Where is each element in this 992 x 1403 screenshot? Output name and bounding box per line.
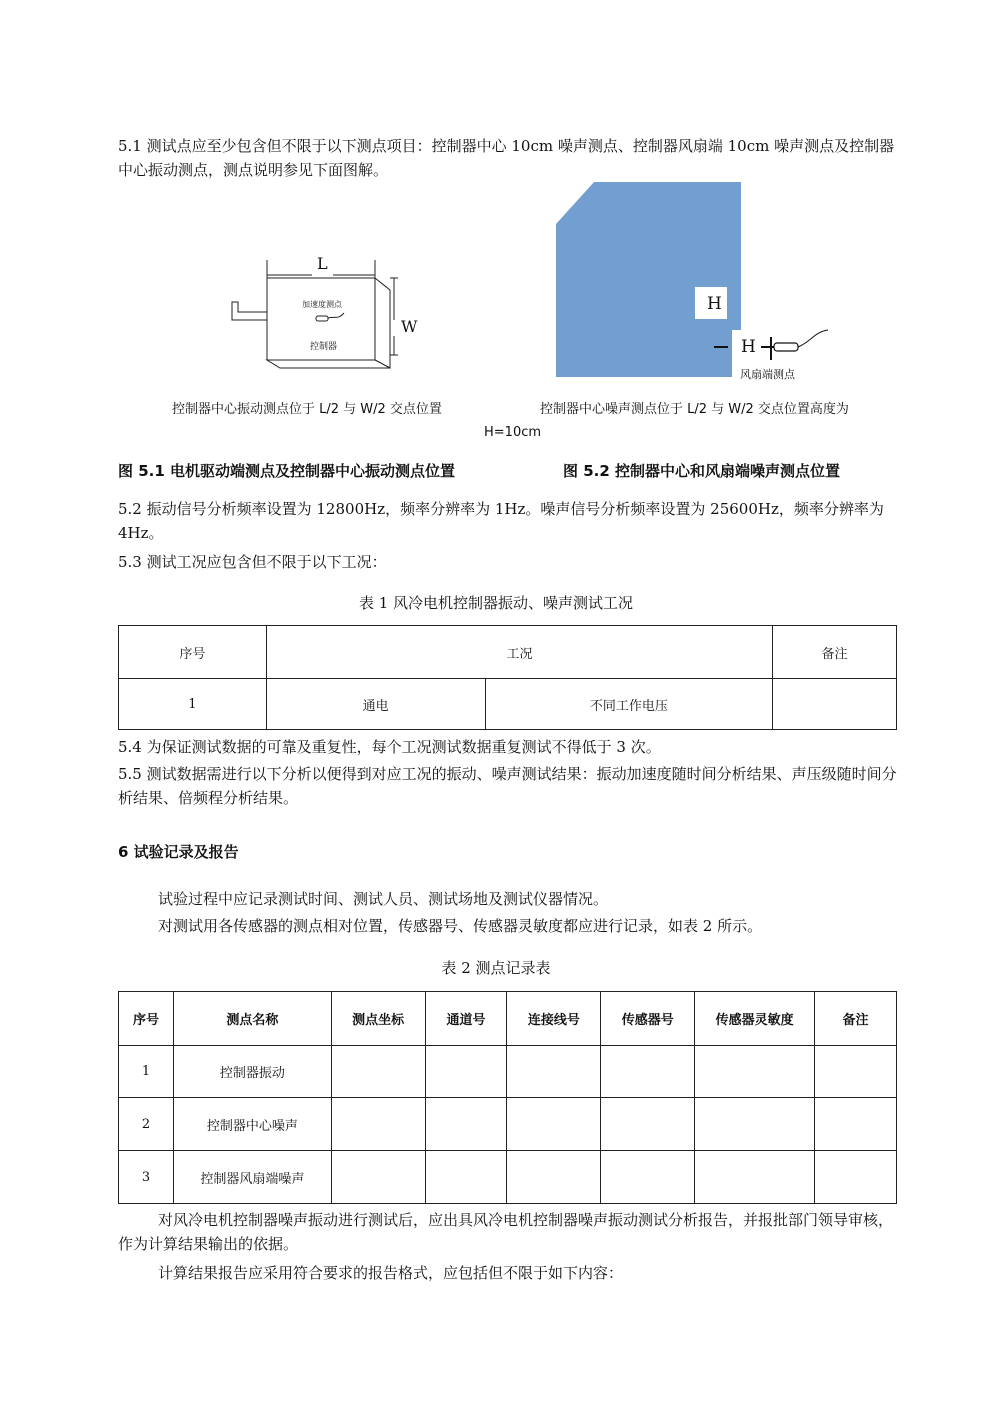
table-cell [507, 1098, 601, 1151]
table-row [119, 1151, 897, 1204]
table-2-header: 传感器号 [601, 992, 695, 1046]
table-cell [331, 1151, 425, 1204]
table-cell [815, 1151, 897, 1204]
table-cell: 控制器振动 [173, 1046, 331, 1098]
section-6-heading: 6 试验记录及报告 [118, 843, 239, 861]
section-6-paragraph-1: 试验过程中应记录测试时间、测试人员、测试场地及测试仪器情况。 [158, 890, 609, 908]
table-cell [601, 1046, 695, 1098]
figure-5-2-caption-cont: H=10cm [484, 425, 542, 440]
table-2-header: 备注 [815, 992, 897, 1046]
table-row [119, 1098, 897, 1151]
table-2-header: 测点名称 [173, 992, 331, 1046]
controller-shape [556, 182, 741, 377]
table-cell [601, 1151, 695, 1204]
paragraph-5-1: 5.1 测试点应至少包含但不限于以下测点项目：控制器中心 10cm 噪声测点、控制器风扇端 10cm 噪声测点及控制器中心振动测点，测点说明参见下面图解。 [118, 137, 895, 179]
section-6-paragraph-3: 对风冷电机控制器噪声振动进行测试后，应出具风冷电机控制器噪声振动测试分析报告，并报批部门领导审核，作为计算结果输出的依据。 [118, 1211, 894, 1253]
section-6-paragraph-4: 计算结果报告应采用符合要求的报告格式，应包括但不限于如下内容： [158, 1264, 624, 1282]
table-2 [118, 991, 897, 1204]
table-cell: 通电 [266, 679, 485, 730]
table-2-title: 表 2 测点记录表 [441, 959, 551, 977]
height-label-bottom: H [741, 337, 756, 357]
table-2-header: 通道号 [425, 992, 507, 1046]
table-cell: 2 [119, 1098, 174, 1151]
accelerometer-point-label: 加速度测点 [302, 300, 342, 309]
paragraph-5-3: 5.3 测试工况应包含但不限于以下工况： [118, 553, 387, 571]
table-cell [425, 1098, 507, 1151]
paragraph-5-4: 5.4 为保证测试数据的可靠及重复性，每个工况测试数据重复测试不得低于 3 次。 [118, 738, 661, 756]
figure-5-2-caption: 控制器中心噪声测点位于 L/2 与 W/2 交点位置高度为 [540, 402, 849, 417]
figure-5-1-caption: 控制器中心振动测点位于 L/2 与 W/2 交点位置 [172, 402, 442, 417]
table-row [119, 1046, 897, 1098]
section-6-paragraph-2: 对测试用各传感器的测点相对位置，传感器号、传感器灵敏度都应进行记录，如表 2 所示。 [158, 917, 763, 935]
table-2-header: 序号 [119, 992, 174, 1046]
table-1-header-remark: 备注 [773, 626, 897, 679]
table-cell: 1 [119, 1046, 174, 1098]
table-cell: 1 [119, 679, 267, 730]
table-cell [331, 1098, 425, 1151]
table-2-header: 传感器灵敏度 [695, 992, 815, 1046]
table-cell [507, 1046, 601, 1098]
table-cell [695, 1046, 815, 1098]
table-cell [815, 1098, 897, 1151]
fan-end-point-label: 风扇端测点 [740, 368, 795, 381]
figure-5-2-title: 图 5.2 控制器中心和风扇端噪声测点位置 [563, 462, 841, 480]
figure-5-1-title: 图 5.1 电机驱动端测点及控制器中心振动测点位置 [118, 462, 456, 480]
table-cell [773, 679, 897, 730]
table-2-header: 连接线号 [507, 992, 601, 1046]
paragraph-5-5: 5.5 测试数据需进行以下分析以便得到对应工况的振动、噪声测试结果：振动加速度随时间分析结果、声压级随时间分析结果、倍频程分析结果。 [118, 765, 897, 807]
table-cell [695, 1098, 815, 1151]
table-1-title: 表 1 风冷电机控制器振动、噪声测试工况 [358, 594, 634, 612]
table-row [119, 679, 897, 730]
table-cell: 3 [119, 1151, 174, 1204]
table-cell [331, 1046, 425, 1098]
paragraph-5-2: 5.2 振动信号分析频率设置为 12800Hz，频率分辨率为 1Hz。噪声信号分析频率设置为 25600Hz，频率分辨率为 4Hz。 [118, 500, 884, 542]
table-1-header-index: 序号 [119, 626, 267, 679]
dimension-W-label: W [401, 317, 418, 336]
table-cell [601, 1098, 695, 1151]
height-label-top: H [707, 294, 722, 314]
table-1 [118, 625, 897, 730]
table-cell [815, 1046, 897, 1098]
table-cell: 控制器中心噪声 [173, 1098, 331, 1151]
table-cell [507, 1151, 601, 1204]
table-1-header-condition: 工况 [266, 626, 772, 679]
table-cell: 不同工作电压 [485, 679, 773, 730]
table-2-header: 测点坐标 [331, 992, 425, 1046]
dimension-L-label: L [317, 254, 328, 273]
table-cell: 控制器风扇端噪声 [173, 1151, 331, 1204]
table-cell [425, 1151, 507, 1204]
table-cell [695, 1151, 815, 1204]
figure-5-2-diagram [556, 182, 846, 382]
table-cell [425, 1046, 507, 1098]
controller-label: 控制器 [310, 342, 338, 352]
